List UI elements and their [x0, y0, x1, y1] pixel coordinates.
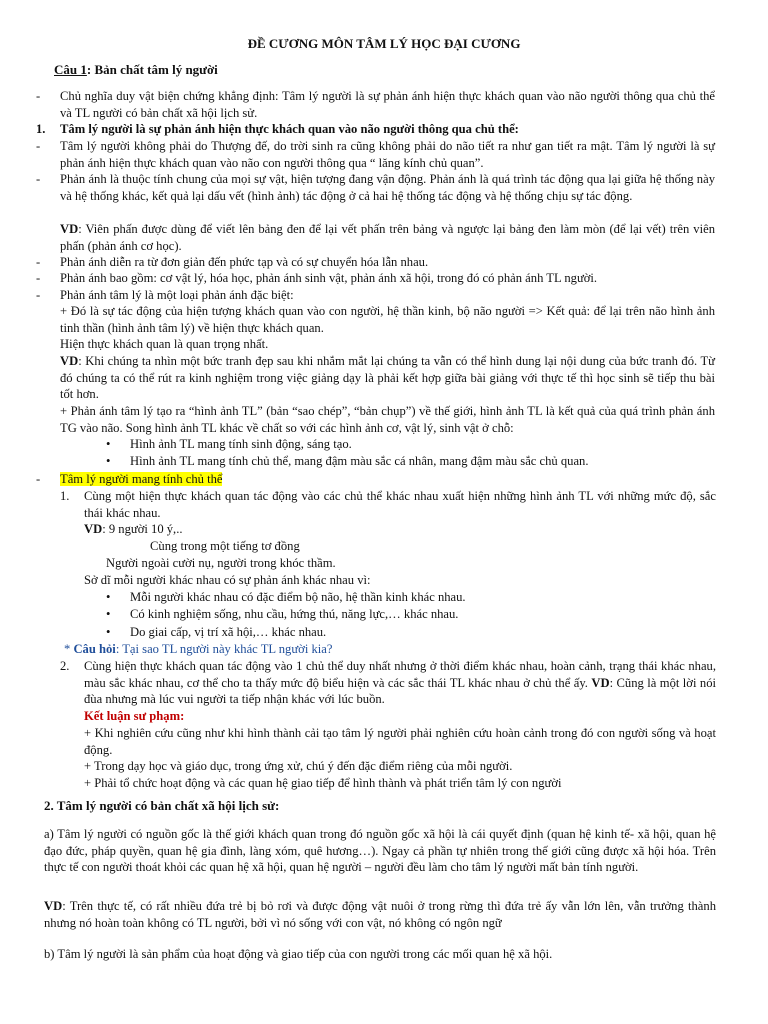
item-1-text: Cùng một hiện thực khách quan tác động vào các chủ thể khác nhau xuất hiện những hình ảnh TL với những mức độ, sắc thái khác nhau.: [84, 489, 716, 520]
paragraph-simple-complex: Phản ánh diễn ra từ đơn giản đến phức tạp và có sự chuyển hóa lẫn nhau.: [60, 255, 429, 269]
bullet-marker: •: [106, 625, 111, 639]
dash-marker: -: [36, 139, 41, 153]
bullet-item: Hình ảnh TL mang tính chủ thể, mang đậm màu sắc cá nhân, mang đậm màu sắc chủ quan.: [130, 454, 589, 468]
conclusion-item: + Phải tổ chức hoạt động và các quan hệ giao tiếp để hình thành và phát triển tâm lý con người: [84, 776, 562, 790]
question-1-heading: [54, 62, 218, 79]
dash-marker: -: [36, 271, 41, 285]
paragraph-product: b) Tâm lý người là sản phẩm của hoạt động và giao tiếp của con người trong các mối quan hệ xã hội.: [44, 947, 553, 961]
paragraph-origin: Tâm lý người không phải do Thượng đế, do trời sinh ra cũng không phải do não tiết ra như gan tiết ra mật. Tâm lý người là sự phản ánh hiện thực khách quan vào não con người thông qua “ lăng kính chủ quan”.: [60, 139, 715, 170]
dash-marker: -: [36, 172, 41, 186]
section-1-number: 1.: [36, 122, 46, 136]
page-title: ĐỀ CƯƠNG MÔN TÂM LÝ HỌC ĐẠI CƯƠNG: [247, 36, 521, 51]
highlighted-subject: Tâm lý người mang tính chủ thể: [60, 472, 223, 486]
bullet-item: Do giai cấp, vị trí xã hội,… khác nhau.: [130, 625, 327, 639]
bullet-item: Có kinh nghiệm sống, nhu cầu, hứng thú, năng lực,… khác nhau.: [130, 607, 459, 621]
section-2-title: 2. Tâm lý người có bản chất xã hội lịch sử:: [44, 798, 280, 813]
example-painting: VD: Khi chúng ta nhìn một bức tranh đẹp sau khi nhắm mắt lại chúng ta vẫn có thể hình dung lại nội dung của bức tranh đó. Từ đó chúng ta có thể rút ra kinh nghiệm trong việc giảng dạy là phải kết hợp giữa bài giảng với thực tế thì học sinh sẽ tiếp thu bài tốt hơn.: [60, 354, 715, 402]
conclusion-item: + Trong dạy học và giáo dục, trong ứng xử, chú ý đến đặc điểm riêng của mỗi người.: [84, 759, 513, 773]
paragraph-reality: Hiện thực khách quan là quan trọng nhất.: [60, 337, 269, 351]
dash-marker: -: [36, 255, 41, 269]
bullet-marker: •: [106, 607, 111, 621]
item-1-number: 1.: [60, 489, 70, 503]
example-chalk: VD: Viên phấn được dùng để viết lên bảng đen để lại vết phấn trên bảng và ngược lại bảng đen làm mòn (để lại vết) trên viên phấn (phản ánh cơ học).: [60, 222, 715, 253]
item-2-text: Cùng hiện thực khách quan tác động vào 1 chủ thể duy nhất nhưng ở thời điểm khác nhau, hoàn cảnh, trạng thái khác nhau, màu sắc khác nhau, cơ thể cho ta thấy mức độ biểu hiện và các sắc thái TL khác nhau ở chủ thể ấy. VD: Cũng là một lời nói đùa nhưng mà lúc vui người ta tiếp nhận khác với lúc buồn.: [84, 659, 716, 707]
intro-paragraph: Chủ nghĩa duy vật biện chứng khẳng định: Tâm lý người là sự phản ánh hiện thực khách quan vào não người thông qua chủ thể và TL người có bản chất xã hội lịch sử.: [60, 89, 715, 120]
reason-intro: Sở dĩ mỗi người khác nhau có sự phản ánh khác nhau vì:: [84, 573, 371, 587]
pedagogy-conclusion-heading: Kết luận sư phạm:: [84, 709, 185, 723]
question-line: * Câu hỏi: Tại sao TL người này khác TL người kia?: [64, 642, 333, 656]
dash-marker: -: [36, 288, 41, 302]
bullet-marker: •: [106, 454, 111, 468]
bullet-item: Hình ảnh TL mang tính sinh động, sáng tạo.: [130, 437, 352, 451]
section-1-title: Tâm lý người là sự phản ánh hiện thực khách quan vào não người thông qua chủ thể:: [60, 122, 519, 136]
poem-line-1: Cùng trong một tiếng tơ đồng: [150, 539, 300, 553]
example-feral-child: VD: Trên thực tế, có rất nhiều đứa trẻ bị bỏ rơi và được động vật nuôi ở trong rừng thì đứa trẻ ấy vẫn lớn lên, vẫn trưởng thành nhưng nó hoàn toàn không có TL người, bởi vì nó sống với con vật, nó không có ngôn ngữ: [44, 899, 716, 930]
question-1-label: Câu 1: [54, 62, 87, 77]
dash-marker: -: [36, 89, 41, 103]
paragraph-reflection: Phản ánh là thuộc tính chung của mọi sự vật, hiện tượng đang vận động. Phản ánh là quá trình tác động qua lại giữa hệ thống này và hệ thống khác, kết quả lại dấu vết (hình ảnh) tác động ở cả hai hệ thống tác động và hệ thống chịu sự tác động.: [60, 172, 715, 203]
paragraph-impact: + Đó là sự tác động của hiện tượng khách quan vào con người, hệ thần kinh, bộ não người => Kết quả: để lại trên não hình ảnh tinh thần (hình ảnh tâm lý) về hiện thực khách quan.: [60, 304, 715, 335]
paragraph-special: Phản ánh tâm lý là một loại phản ánh đặc biệt:: [60, 288, 294, 302]
paragraph-social-origin: a) Tâm lý người có nguồn gốc là thế giới khách quan trong đó nguồn gốc xã hội là cái quyết định (quan hệ kinh tế- xã hội, quan hệ đạo đức, pháp quyền, quan hệ gia đình, làng xóm, quê hương…). Ngay cả phần tự nhiên trong thế giới cũng được xã hội hóa. Trên thực tế con người thoát khỏi các quan hệ xã hội, quan hệ người – người đều làm cho tâm lý người mất bản tính người.: [44, 827, 716, 875]
poem-line-2: Người ngoài cười nụ, người trong khóc thầm.: [106, 556, 336, 570]
bullet-marker: •: [106, 437, 111, 451]
conclusion-item: + Khi nghiên cứu cũng như khi hình thành cải tạo tâm lý người phải nghiên cứu hoàn cảnh trong đó con người sống và hoạt động.: [84, 726, 716, 757]
paragraph-image: + Phản ánh tâm lý tạo ra “hình ảnh TL” (bản “sao chép”, “bản chụp”) về thế giới, hình ảnh TL là kết quả của quá trình phản ánh TG vào não. Song hình ảnh TL khác về chất so với các hình ảnh cơ, vật lý, sinh vật ở chỗ:: [60, 404, 715, 435]
bullet-item: Mỗi người khác nhau có đặc điểm bộ não, hệ thần kinh khác nhau.: [130, 590, 466, 604]
paragraph-types: Phản ánh bao gồm: cơ vật lý, hóa học, phản ánh sinh vật, phản ánh xã hội, trong đó có phản ánh TL người.: [60, 271, 598, 285]
bullet-marker: •: [106, 590, 111, 604]
item-2-number: 2.: [60, 659, 70, 673]
question-1-title: : Bản chất tâm lý người: [86, 62, 218, 77]
dash-marker: -: [36, 472, 41, 486]
example-opinions: VD: 9 người 10 ý,..: [84, 522, 183, 536]
